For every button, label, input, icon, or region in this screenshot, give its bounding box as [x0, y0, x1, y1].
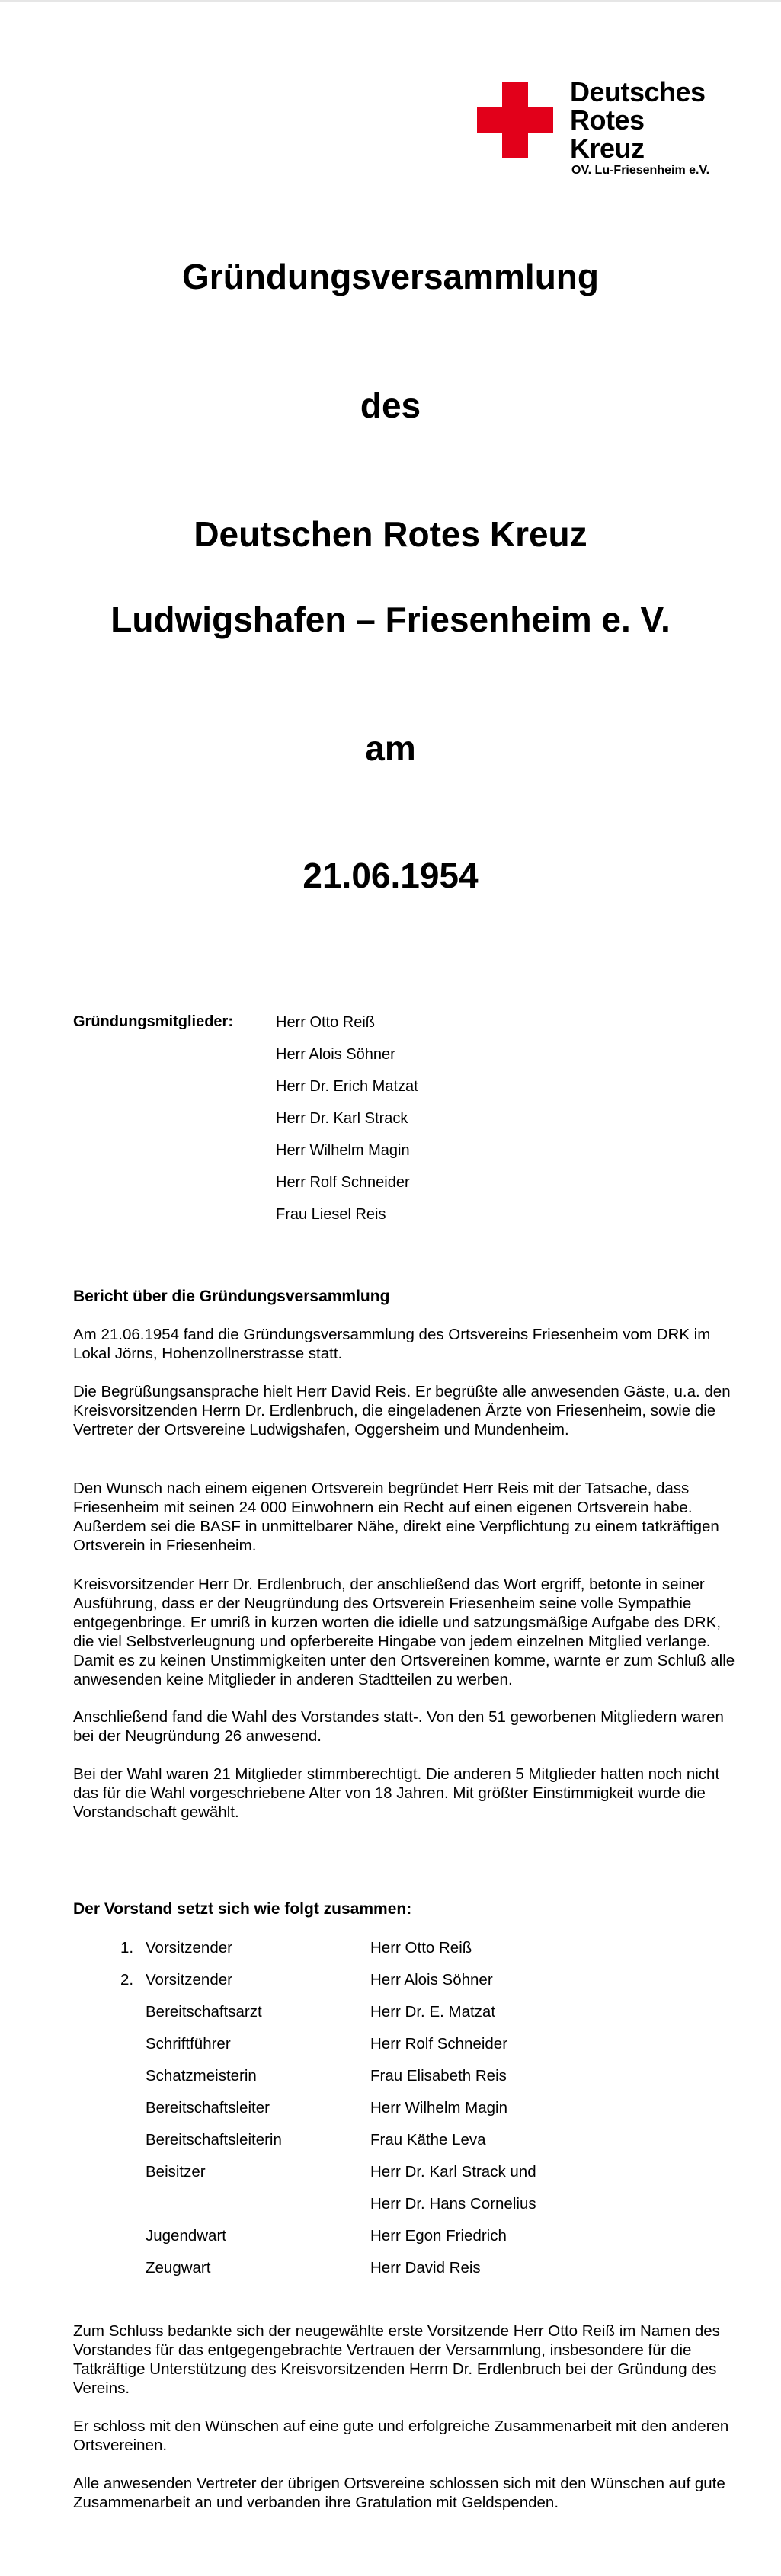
- report-paragraph: Kreisvorsitzender Herr Dr. Erdlenbruch, der anschließend das Wort ergriff, betonte in seiner Ausführung, dass er der Neugründung des Ortsverein Friesenheim seine volle Sympathie entgegenbringe. Er umriß in kurzen worten die idielle und satzungsmäßige Aufgabe des DRK, die viel Selbstverleugnung und opferbereite Hingabe von jedem einzelnen Mitglied verlange. Damit es zu keinen Unstimmigkeiten unter den Ortsvereinen komme, warnte er zum Schluß alle anwesenden keine Mitglieder in anderen Stadtteilen zu werben.: [73, 1576, 735, 1688]
- top-border: [0, 0, 781, 2]
- row-person: Herr David Reis: [370, 2259, 481, 2277]
- row-person: Herr Otto Reiß: [370, 1939, 472, 1957]
- row-role: Vorsitzender: [146, 1971, 232, 1989]
- list-item: Herr Alois Söhner: [276, 1046, 395, 1063]
- row-role: Schriftführer: [146, 2035, 231, 2053]
- row-number: 1.: [120, 1939, 134, 1957]
- row-role: Vorsitzender: [146, 1939, 232, 1957]
- row-person: Frau Käthe Leva: [370, 2131, 486, 2149]
- report-paragraph: Die Begrüßungsansprache hielt Herr David Reis. Er begrüßte alle anwesenden Gäste, u.a. den Kreisvorsitzenden Herrn Dr. Erdlenbruch, die eingeladenen Ärzte von Friesenheim, sowie die Vertreter der Ortsvereine Ludwigshafen, Oggersheim und Mundenheim.: [73, 1383, 731, 1438]
- row-person: Herr Dr. E. Matzat: [370, 2003, 496, 2021]
- row-role: Bereitschaftsleiterin: [146, 2131, 282, 2149]
- title-line-3: Deutschen Rotes Kreuz: [194, 514, 587, 554]
- logo-line-2: Rotes: [570, 104, 645, 136]
- report-paragraph: Anschließend fand die Wahl des Vorstandes statt-. Von den 51 geworbenen Mitgliedern waren bei der Neugründung 26 anwesend.: [73, 1708, 724, 1745]
- title-line-2: des: [360, 386, 421, 425]
- title-line-4: Ludwigshafen – Friesenheim e. V.: [110, 600, 671, 639]
- row-role: Zeugwart: [146, 2259, 211, 2277]
- report-paragraph: Am 21.06.1954 fand die Gründungsversammlung des Ortsvereins Friesenheim vom DRK im Lokal Jörns, Hohenzollnerstrasse statt.: [73, 1326, 711, 1362]
- founding-members-list: [276, 1013, 418, 1237]
- logo-line-1: Deutsches: [570, 76, 706, 107]
- red-cross-icon: [477, 82, 553, 158]
- row-role: Schatzmeisterin: [146, 2067, 257, 2085]
- list-item: Herr Wilhelm Magin: [276, 1142, 410, 1159]
- board-heading: Der Vorstand setzt sich wie folgt zusammen:: [73, 1900, 412, 1918]
- logo-wordmark: [570, 78, 706, 162]
- row-person: Herr Dr. Karl Strack und: [370, 2163, 536, 2181]
- row-person: Herr Wilhelm Magin: [370, 2099, 507, 2117]
- closing-paragraph: Zum Schluss bedankte sich der neugewählte erste Vorsitzende Herr Otto Reiß im Namen des Vorstandes für das entgegengebrachte Vertrauen der Versammlung, insbesondere für die Tatkräftige Unterstützung des Kreisvorsitzenden Herrn Dr. Erdlenbruch bei der Gründung des Vereins.: [73, 2322, 720, 2397]
- list-item: Herr Rolf Schneider: [276, 1174, 410, 1191]
- logo-subline: OV. Lu-Friesenheim e.V.: [571, 164, 710, 177]
- title-date: 21.06.1954: [302, 856, 479, 895]
- row-role: Beisitzer: [146, 2163, 206, 2181]
- list-item: Herr Otto Reiß: [276, 1014, 376, 1031]
- closing-paragraph: Er schloss mit den Wünschen auf eine gute und erfolgreiche Zusammenarbeit mit den anderen Ortsvereinen.: [73, 2418, 729, 2454]
- list-item: Herr Dr. Karl Strack: [276, 1110, 408, 1127]
- report-paragraph: Bei der Wahl waren 21 Mitglieder stimmberechtigt. Die anderen 5 Mitglieder hatten noch nicht das für die Wahl vorgeschriebene Alter von 18 Jahren. Mit größter Einstimmigkeit wurde die Vorstandschaft gewählt.: [73, 1765, 720, 1821]
- report-paragraph: Den Wunsch nach einem eigenen Ortsverein begründet Herr Reis mit der Tatsache, dass Friesenheim mit seinen 24 000 Einwohnern ein Recht auf einen eigenen Ortsverein habe. Außerdem sei die BASF in unmittelbarer Nähe, direkt eine Verpflichtung zu einem tatkräftigen Ortsverein in Friesenheim.: [73, 1480, 719, 1554]
- row-role: Jugendwart: [146, 2227, 226, 2245]
- logo-line-3: Kreuz: [570, 133, 645, 164]
- row-person: Frau Elisabeth Reis: [370, 2067, 507, 2085]
- row-number: 2.: [120, 1971, 134, 1989]
- list-item: Frau Liesel Reis: [276, 1206, 386, 1223]
- title-line-5: am: [365, 728, 416, 768]
- closing-paragraph: Alle anwesenden Vertreter der übrigen Ortsvereine schlossen sich mit den Wünschen auf gute Zusammenarbeit an und verbanden ihre Gratulation mit Geldspenden.: [73, 2475, 725, 2511]
- drk-logo: [477, 78, 736, 184]
- row-person: Herr Egon Friedrich: [370, 2227, 507, 2245]
- title-line-1: Gründungsversammlung: [182, 257, 599, 296]
- row-person: Herr Dr. Hans Cornelius: [370, 2195, 536, 2213]
- founding-members-label: Gründungsmitglieder:: [73, 1013, 233, 1030]
- row-person: Herr Alois Söhner: [370, 1971, 493, 1989]
- report-heading: Bericht über die Gründungsversammlung: [73, 1288, 390, 1305]
- list-item: Herr Dr. Erich Matzat: [276, 1078, 418, 1095]
- row-role: Bereitschaftsarzt: [146, 2003, 262, 2021]
- row-role: Bereitschaftsleiter: [146, 2099, 270, 2117]
- row-person: Herr Rolf Schneider: [370, 2035, 508, 2053]
